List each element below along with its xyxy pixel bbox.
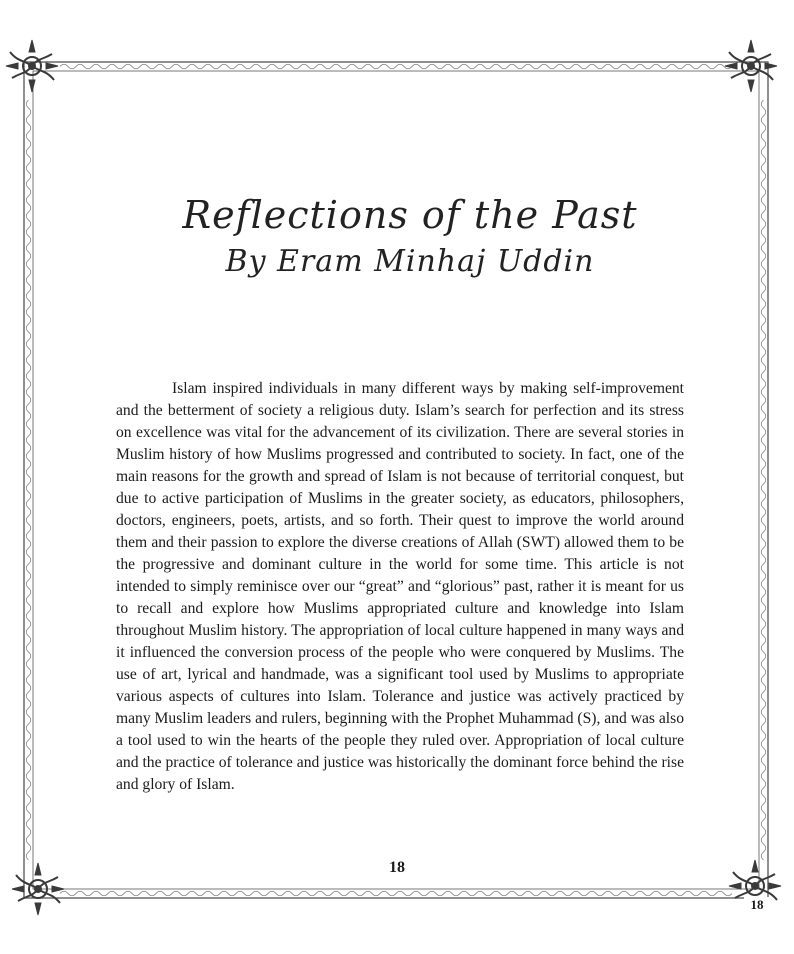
corner-ornament-top-left <box>6 40 58 92</box>
article-title: Reflections of the Past <box>182 193 638 237</box>
title-block <box>150 190 670 284</box>
corner-page-number: 18 <box>744 897 770 913</box>
article-byline: By Eram Minhaj Uddin <box>225 244 595 279</box>
article-body: Islam inspired individuals in many different ways by making self-improvement and the betterment of society a religious duty. Islam’s search for perfection and its stress on excellence was vital for the advancement of its civilization. There are several stories in Muslim history of how Muslims progressed and contributed to society. In fact, one of the main reasons for the growth and spread of Islam is not because of territorial conquest, but due to active participation of Muslims in the greater society, as educators, philosophers, doctors, engineers, poets, artists, and so forth. Their quest to improve the world around them and their passion to explore the diverse creations of Allah (SWT) allowed them to be the progressive and dominant culture in the world for some time. This article is not intended to simply reminisce over our “great” and “glorious” past, rather it is meant for us to recall and explore how Muslims appropriated culture and knowledge into Islam throughout Muslim history. The appropriation of local culture happened in many ways and it influenced the conversion process of the people who were conquered by Muslims. The use of art, lyrical and handmade, was a significant tool used by Muslims to appropriate various aspects of cultures into Islam. Tolerance and justice was actively practiced by many Muslim leaders and rulers, beginning with the Prophet Muhammad (S), and was also a tool used to win the hearts of the people they ruled over. Appropriation of local culture and the practice of tolerance and justice was historically the dominant force behind the rise and glory of Islam. <box>116 380 684 793</box>
page-number: 18 <box>389 859 405 876</box>
corner-ornament-top-right <box>725 40 777 92</box>
